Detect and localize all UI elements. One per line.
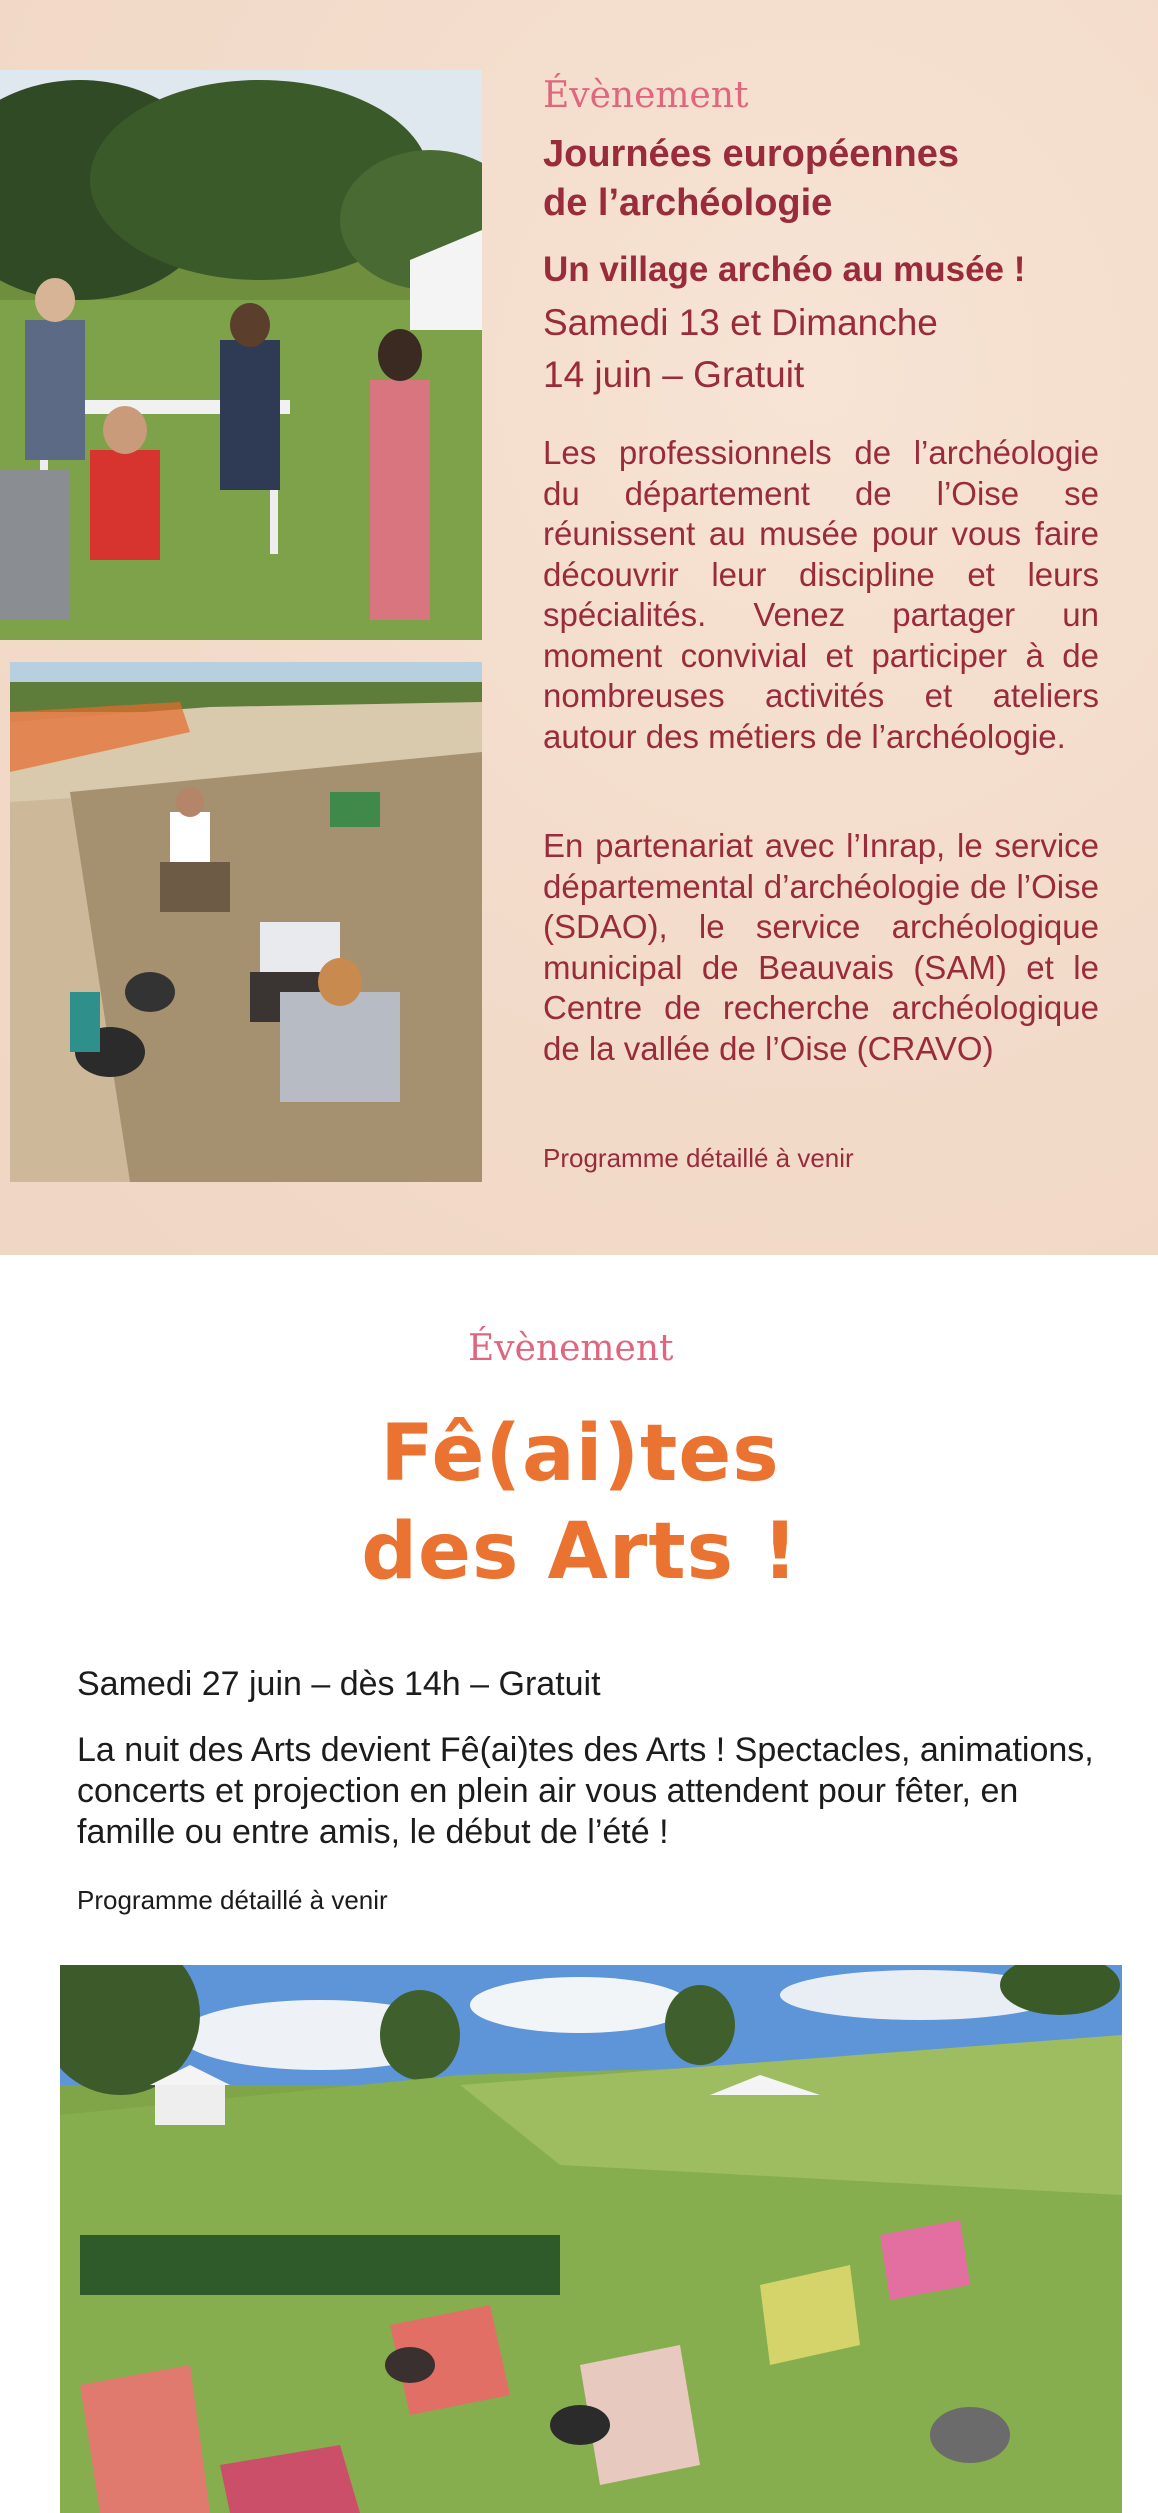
photo-workshop <box>0 70 482 640</box>
logo-line: Fê(ai)tes <box>380 1409 780 1499</box>
event-description: Les professionnels de l’archéologie du département de l’Oise se réunissent au musée pour vous faire découvrir leur discipline et leurs spécialités. Venez partager un moment convivial et participer à de nombreuses activités et ateliers autour des métiers de l’archéologie. <box>543 434 1099 755</box>
event-partners: En partenariat avec l’Inrap, le service départemental d’archéologie de l’Oise (SDAO), le service archéologique municipal de Beauvais (SAM) et le Centre de recherche archéologique de la vallée de l’Oise (CRAVO) <box>543 827 1099 1067</box>
event-tag: Évènement <box>468 1328 674 1369</box>
photo-excavation <box>10 662 482 1182</box>
logo-line: des Arts ! <box>361 1507 799 1597</box>
event-dates <box>543 297 1103 401</box>
event-tag: Évènement <box>543 75 749 116</box>
programme-note: Programme détaillé à venir <box>77 1885 388 1915</box>
event-dates-line: Samedi 13 et Dimanche <box>543 302 938 343</box>
event-description: La nuit des Arts devient Fê(ai)tes des Arts ! Spectacles, animations, concerts et projection en plein air vous attendent pour fêter, en famille ou entre amis, le début de l’été ! <box>77 1731 1094 1851</box>
event-title <box>543 130 1103 228</box>
event-title-line: de l’archéologie <box>543 182 833 224</box>
event-date: Samedi 27 juin – dès 14h – Gratuit <box>77 1665 601 1703</box>
programme-note: Programme détaillé à venir <box>543 1143 854 1173</box>
event-subtitle: Un village archéo au musée ! <box>543 250 1026 289</box>
event-dates-line: 14 juin – Gratuit <box>543 354 805 395</box>
event-title-line: Journées européennes <box>543 133 960 175</box>
fetes-des-arts-logo <box>330 1405 830 1601</box>
photo-outdoor-event <box>60 1965 1122 2513</box>
